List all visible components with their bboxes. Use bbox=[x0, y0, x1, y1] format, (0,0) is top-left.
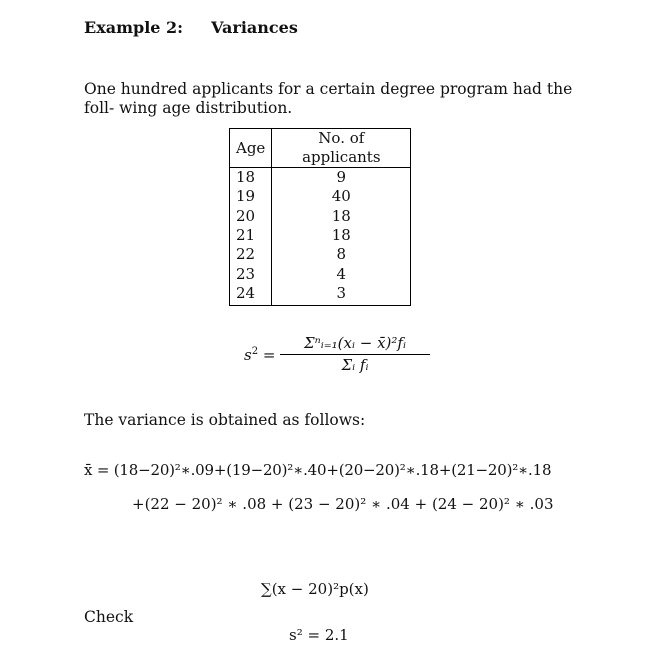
age-cell: 19 bbox=[230, 187, 272, 206]
count-cell: 4 bbox=[336, 264, 347, 283]
table-row bbox=[230, 264, 411, 283]
age-distribution-table bbox=[229, 128, 411, 306]
age-cell: 22 bbox=[230, 245, 272, 264]
count-cell: 8 bbox=[336, 245, 347, 264]
count-cell: 3 bbox=[336, 283, 347, 302]
check-label: Check bbox=[84, 608, 134, 626]
example-heading bbox=[84, 18, 298, 37]
formula-lhs: $s^2$ = bbox=[244, 346, 276, 364]
obtained-text: The variance is obtained as follows: bbox=[84, 411, 366, 429]
age-cell: 24 bbox=[230, 284, 272, 306]
table-row bbox=[230, 168, 411, 188]
age-column-header: Age bbox=[230, 129, 272, 168]
table-header-row bbox=[230, 129, 411, 168]
intro-paragraph: One hundred applicants for a certain degree program had the foll- wing age distribution. bbox=[84, 80, 573, 117]
table-row bbox=[230, 187, 411, 206]
table-row bbox=[230, 226, 411, 245]
count-cell: 40 bbox=[331, 187, 351, 206]
table-row bbox=[230, 245, 411, 264]
example-label: Example 2: bbox=[84, 18, 184, 37]
computation-line-2: +(22 − 20)² ∗ .08 + (23 − 20)² ∗ .04 + (24 − 20)² ∗ .03 bbox=[132, 495, 554, 513]
formula-fraction bbox=[280, 334, 430, 374]
age-cell: 18 bbox=[230, 168, 272, 188]
count-cell: 9 bbox=[336, 168, 347, 187]
example-topic: Variances bbox=[211, 18, 298, 37]
table-row bbox=[230, 284, 411, 306]
variance-result: s² = 2.1 bbox=[289, 626, 349, 644]
count-column-header: No. of applicants bbox=[272, 129, 411, 168]
age-cell: 23 bbox=[230, 264, 272, 283]
age-cell: 21 bbox=[230, 226, 272, 245]
formula-numerator: Σⁿᵢ₌₁(xᵢ − x̄)²fᵢ bbox=[280, 334, 430, 355]
age-cell: 20 bbox=[230, 207, 272, 226]
count-cell: 18 bbox=[331, 226, 351, 245]
sum-expression: ∑(x − 20)²p(x) bbox=[261, 580, 369, 598]
formula-denominator: Σᵢ fᵢ bbox=[341, 356, 369, 374]
count-cell: 18 bbox=[331, 206, 351, 225]
computation-line-1: x̄ = (18−20)²∗.09+(19−20)²∗.40+(20−20)²∗.18+(21−20)²∗.18 bbox=[84, 461, 552, 479]
table-row bbox=[230, 207, 411, 226]
